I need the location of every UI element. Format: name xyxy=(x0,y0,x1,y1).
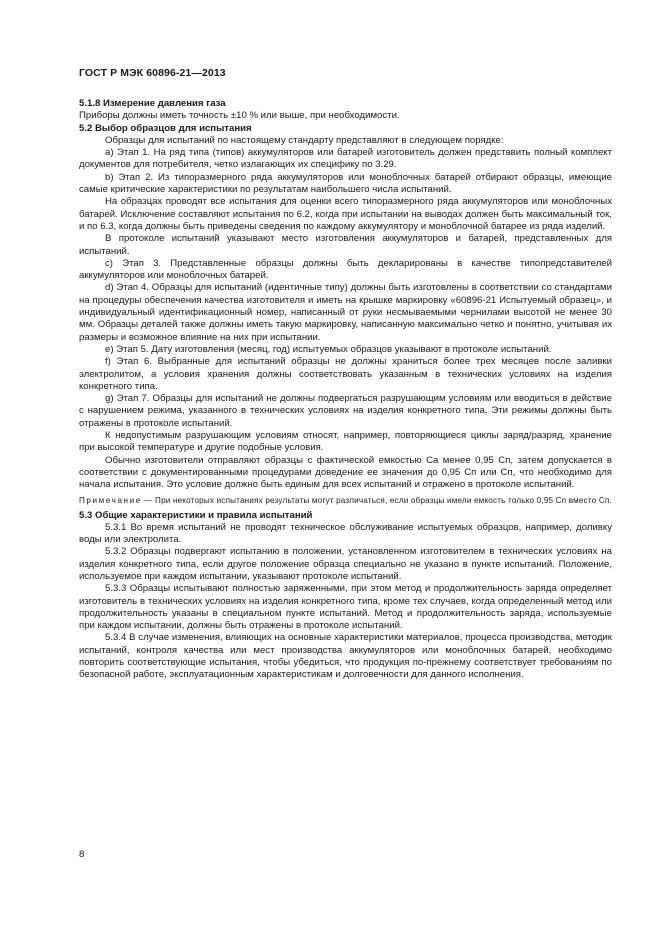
section-heading-5-1-8: 5.1.8 Измерение давления газа xyxy=(79,98,226,109)
clause-5-3-3: 5.3.3 Образцы испытывают полностью заряженными, при этом метод и продолжительность заряда определяет изготовитель в технических условиях на изделия конкретного типа, кроме тех случаев, когда определенный метод или продолжительность указаны в специальном пункте испытаний. Метод и продолжительность заряда, используемые при каждом испытании, должны быть отражены в протоколе испытаний. xyxy=(79,583,612,632)
paragraph: Обычно изготовители отправляют образцы с фактической емкостью Cа менее 0,95 Cп, затем допускается в соответствии с документированными процедурами доведение ее значения до 0,95 Cп или Cп, что необходимо для начала испытания. Это условие должно быть единым для всех испытаний и отражено в протоколе испытаний. xyxy=(79,454,612,491)
paragraph: В протоколе испытаний указывают место изготовления аккумуляторов и батарей, представленных для испытаний. xyxy=(79,233,612,257)
list-item-b: b) Этап 2. Из типоразмерного ряда аккумуляторов или моноблочных батарей отбирают образцы, имеющие самые критические характеристики по результатам наибольшего числа испытаний. xyxy=(79,171,612,196)
paragraph-group-1 xyxy=(79,98,612,492)
clause-5-3-2: 5.3.2 Образцы подвергают испытанию в положении, установленном изготовителем в технических условиях на изделия конкретного типа, если другое положение образца специально не указано в пункте испытаний. Положение, используемое при каждом испытании, указывают протоколе испытаний. xyxy=(79,546,612,582)
paragraph: Приборы должны иметь точность ±10 % или выше, при необходимости. xyxy=(79,110,400,122)
list-item-a: a) Этап 1. На ряд типа (типов) аккумуляторов или батарей изготовитель должен представить полный комплект документов для потребителя, четко излагающих их специфику по 3.29. xyxy=(79,147,612,171)
clause-5-3-1: 5.3.1 Во время испытаний не проводят техническое обслуживание испытуемых образцов, например, доливку воды или электролита. xyxy=(79,521,612,546)
section-heading-5-2: 5.2 Выбор образцов для испытания xyxy=(79,122,252,134)
document-body xyxy=(79,98,612,682)
page-number: 8 xyxy=(79,849,85,860)
list-item-e: e) Этап 5. Дату изготовления (месяц, год) испытуемых образцов указывают в протоколе испытаний. xyxy=(105,343,552,355)
paragraph: К недопустимым разрушающим условиям относят, например, повторяющиеся циклы заряд/разряд, хранение при высокой температуре и другие подобные условия. xyxy=(79,430,612,454)
list-item-g: g) Этап 7. Образцы для испытаний не должны подвергаться разрушающим условиям или вводиться в действие с нарушением режима, указанного в технических условиях на изделия конкретного типа. Эти режимы должны быть отражены в протоколе испытаний. xyxy=(79,393,612,429)
section-heading-5-3: 5.3 Общие характеристики и правила испытаний xyxy=(79,509,313,521)
list-item-d: d) Этап 4. Образцы для испытаний (идентичные типу) должны быть изготовлены в соответствии со стандартами на процедуры обеспечения качества изготовителя и иметь на крышке маркировку «60896-21 Испытуемый образец», и индивидуальный идентификационный номер, написанный от руки несмываемыми чернилами высотой не менее 30 мм. Образцы деталей также должны иметь такую маркировку, написанную максимально четко и понятно, учитывая их размеры и возможное влияние на них при испытании. xyxy=(79,282,612,343)
note-text: — При некоторых испытаниях результаты могут различаться, если образцы имели емкость только 0,95 Cп вместо Cп. xyxy=(141,495,612,505)
paragraph: На образцах проводят все испытания для оценки всего типоразмерного ряда аккумуляторов или моноблочных батарей. Исключение составляют испытания по 6.2, когда при испытании на выводах должен быть максимальный ток, и по 6.3, когда должны быть приведены сведения по каждому аккумулятору и моноблочной батарее из ряда изделий. xyxy=(79,196,612,232)
paragraph-group-2 xyxy=(79,510,612,682)
note-label: Примечание xyxy=(79,495,142,505)
paragraph: Образцы для испытаний по настоящему стандарту представляют в следующем порядке: xyxy=(105,134,504,146)
document-header: ГОСТ Р МЭК 60896-21—2013 xyxy=(79,67,226,79)
list-item-c: c) Этап 3. Представленные образцы должны быть декларированы в качестве типопредставителей аккумуляторов или моноблочных батарей. xyxy=(79,257,612,282)
clause-5-3-4: 5.3.4 В случае изменения, влияющих на основные характеристики материалов, процесса производства, методик испытаний, контроля качества или мест производства аккумуляторов или моноблочных батарей, необходимо повторить соответствующие испытания, чтобы убедиться, что продукция по-прежнему соответствует требованиям по безопасной работе, эксплуатационным характеристикам и долговечности для данного исполнения. xyxy=(79,632,612,681)
list-item-f: f) Этап 6. Выбранные для испытаний образцы не должны храниться более трех месяцев после заливки электролитом, а условия хранения должны соответствовать указанным в технических условиях на изделия конкретного типа. xyxy=(79,356,612,392)
note xyxy=(79,495,612,506)
